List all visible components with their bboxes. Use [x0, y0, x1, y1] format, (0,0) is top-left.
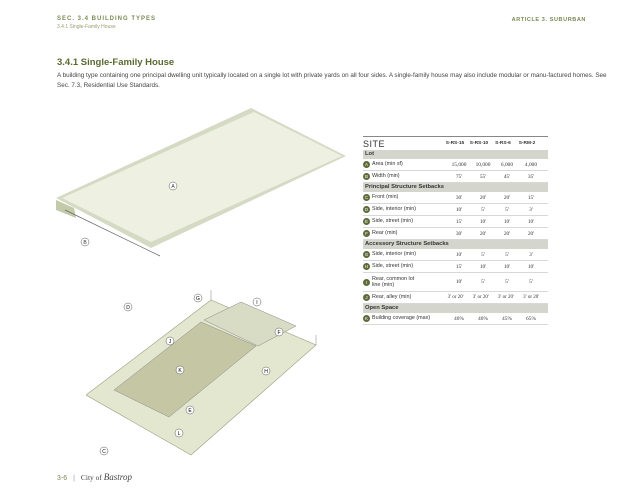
diagram-label-text: A	[171, 184, 175, 190]
cell-value: 3'	[529, 206, 533, 213]
row-label-cell	[363, 173, 447, 180]
table-row	[363, 204, 548, 216]
diagram-label-text: F	[277, 330, 281, 336]
diagram-label-text: I	[256, 300, 258, 306]
row-key-badge: E	[364, 219, 368, 224]
cell-value: 3' or 20'	[497, 295, 514, 300]
header-article: ARTICLE 3. SUBURBAN	[511, 17, 586, 23]
city-logo	[81, 473, 132, 482]
row-label: Side, street (min)	[372, 263, 414, 270]
diagram-label-text: E	[188, 408, 192, 414]
cell-value: 10'	[503, 218, 511, 225]
cell-value: 5'	[505, 279, 509, 285]
row-label: Side, street (min)	[372, 218, 414, 225]
cell-value: 75'	[455, 173, 463, 180]
city-prefix: City of	[80, 473, 102, 482]
column-header: S-RS-10	[469, 141, 489, 146]
row-label: Side, interior (min)	[372, 251, 417, 258]
cell-value: 3' or 20'	[447, 295, 464, 300]
cell-value: 4,000	[524, 161, 538, 168]
diagram-label-text: K	[178, 368, 182, 374]
row-key-badge: D	[364, 207, 369, 212]
cell-value: 40%	[478, 315, 488, 322]
cell-value: 10'	[527, 218, 535, 225]
column-header: S-RM-2	[518, 141, 536, 146]
section-title: Lot	[363, 150, 548, 159]
cell-value: 55'	[479, 173, 487, 180]
row-key-badge: J	[363, 294, 370, 301]
table-row	[363, 261, 548, 273]
row-key-badge: F	[363, 230, 370, 237]
city-name: Bastrop	[103, 472, 132, 482]
row-label-cell	[363, 315, 447, 322]
table-row	[363, 228, 548, 240]
cell-value: 15'	[527, 194, 535, 201]
table-row	[363, 292, 548, 304]
cell-value: 5'	[529, 279, 533, 285]
cell-value: 5'	[505, 251, 509, 258]
page-title: 3.4.1 Single-Family House	[57, 57, 175, 68]
row-label-cell	[363, 230, 447, 237]
row-label: Front (min)	[372, 194, 399, 201]
section-title: Principal Structure Setbacks	[363, 183, 548, 192]
cell-value: 15,000	[451, 161, 467, 168]
diagram-label-text: C	[102, 449, 106, 455]
row-label-cell	[363, 251, 447, 258]
row-label-cell	[363, 194, 447, 201]
cell-value: 5'	[505, 206, 509, 213]
row-label: Rear (min)	[372, 230, 398, 237]
column-headers	[443, 141, 539, 146]
diagram-label-text: J	[168, 339, 172, 345]
diagram-label-text: G	[196, 296, 200, 302]
cell-value: 20'	[479, 194, 487, 201]
cell-value: 30'	[455, 194, 463, 201]
diagram-label-text: B	[83, 240, 87, 246]
row-key-badge: I	[363, 279, 370, 286]
row-label-cell	[363, 294, 443, 301]
row-key-badge: G	[364, 252, 369, 257]
cell-value: 45%	[502, 315, 512, 322]
table-row	[363, 273, 548, 292]
cell-value: 15'	[455, 263, 463, 270]
row-label: Width (min)	[372, 173, 400, 180]
row-label-cell	[363, 218, 447, 225]
cell-value: 10'	[479, 263, 487, 270]
header-section: SEC. 3.4 BUILDING TYPES	[57, 16, 157, 22]
row-label: Area (min sf)	[372, 161, 403, 168]
footer-separator: |	[73, 475, 75, 482]
row-label: Rear, common lot line (min)	[372, 275, 415, 288]
cell-value: 10'	[455, 279, 463, 285]
cell-value: 6,000	[500, 161, 514, 168]
table-heading: SITE	[363, 138, 386, 149]
row-key-badge: C	[364, 195, 369, 200]
cell-value: 40%	[454, 315, 464, 322]
cell-value: 5'	[481, 206, 485, 213]
cell-value: 35'	[527, 173, 535, 180]
diagram-label-text: H	[264, 369, 268, 375]
row-key-badge: K	[364, 316, 368, 321]
cell-value: 65%	[526, 315, 536, 322]
diagram-label-text: L	[177, 431, 181, 437]
row-label: Side, interior (min)	[372, 206, 417, 213]
row-key-badge: H	[364, 264, 369, 269]
row-key-badge: B	[364, 174, 368, 179]
cell-value: 10'	[527, 263, 535, 270]
cell-value: 30'	[455, 230, 463, 237]
cell-value: 5'	[481, 251, 485, 258]
table-row	[363, 192, 548, 204]
cell-value: 10'	[455, 251, 463, 258]
site-standards-table	[363, 136, 548, 325]
cell-value: 20'	[503, 194, 511, 201]
cell-value: 15'	[455, 218, 463, 225]
cell-value: 10'	[503, 263, 511, 270]
row-label-cell	[363, 276, 447, 289]
cell-value: 3' or 20'	[472, 295, 489, 300]
cell-value: 10,000	[475, 161, 491, 168]
table-row	[363, 171, 548, 183]
cell-value: 20'	[503, 230, 511, 237]
table-header-row	[363, 136, 548, 150]
cell-value: 10'	[455, 206, 463, 213]
cell-value: 20'	[527, 230, 535, 237]
table-row	[363, 313, 548, 325]
column-header: S-RS-15	[445, 141, 465, 146]
cell-value: 3'	[529, 251, 533, 258]
table-row	[363, 159, 548, 171]
row-label-cell	[363, 161, 447, 168]
page-footer	[57, 472, 132, 482]
section-title: Open Space	[363, 304, 548, 313]
diagram-label-text: D	[126, 305, 130, 311]
setback-diagram	[86, 280, 326, 460]
table-row	[363, 249, 548, 261]
lot-diagram-top	[56, 108, 346, 258]
header-subsection: 3.4.1 Single-Family House	[57, 24, 116, 30]
cell-value: 3' or 20'	[523, 295, 540, 300]
table-row	[363, 216, 548, 228]
cell-value: 20'	[479, 230, 487, 237]
row-key-badge: A	[364, 162, 368, 167]
row-label-cell	[363, 263, 447, 270]
description: A building type containing one principal dwelling unit typically located on a single lot with private yards on all four sides. A single-family house may also include modular or manu-factured homes. See Sec. 7.3, Residential Use Standards.	[57, 72, 607, 89]
page-number: 3-6	[57, 475, 68, 482]
row-label: Rear, alley (min)	[372, 294, 412, 301]
row-label: Building coverage (max)	[372, 315, 431, 322]
cell-value: 5'	[481, 279, 485, 285]
cell-value: 10'	[479, 218, 487, 225]
section-title: Accessory Structure Setbacks	[363, 240, 548, 249]
row-label-cell	[363, 206, 447, 213]
cell-value: 45'	[503, 173, 511, 180]
column-header: S-RS-6	[495, 141, 511, 146]
